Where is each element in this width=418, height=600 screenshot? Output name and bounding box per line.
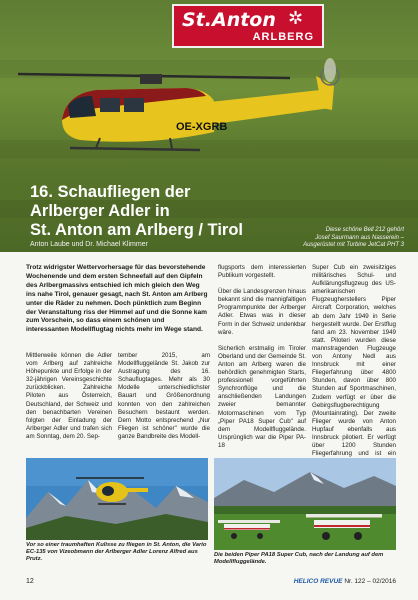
column-2 (118, 352, 210, 454)
magazine-name: HELICO REVUE (293, 578, 343, 585)
column-3 (218, 264, 306, 456)
paragraph: Über die Landesgrenzen hinaus bekannt sind die mannigfaltigen Programmpunkte der Arlberger Adler. Etwas was in dieser Form in der Schweiz undenkbar wäre. (218, 288, 306, 336)
side-window (100, 98, 120, 112)
hero-photo (0, 0, 418, 252)
paragraph: flugsports dem interessierten Publikum vorgestellt. (218, 264, 306, 280)
rotor-mast (140, 74, 162, 84)
column-1 (26, 352, 112, 454)
intro-paragraph: Trotz widrigster Wettervorhersage für das bevorstehende Wochenende und dem ersten Schneefall auf den Gipfeln des Arlbergmassivs entschied ich mich gleich den Weg ins nahe Tirol, genauer gesagt, nach St. Anton am Arlberg unter die Räder zu nehmen. Doch pünktlich zum Beginn der Veranstaltung riss der Himmel auf und die Sonne kam zum Vorschein, so dass einem schönen und interessanten Modellflugtag nichts mehr im Wege stand. (26, 264, 208, 334)
page-title: 16. Schaufliegen der Arlberger Adler in St. Anton am Arlberg / Tirol (30, 183, 243, 239)
magazine-footer (294, 578, 396, 585)
paragraph: tember 2015, am Modellfluggelände St. Jakob zur Austragung des 16. Schauflugtages. Mehr als 30 Modelle unterschiedlichster Bauart und Größenordnung konnten von den zahlreichen Besuchern bestaunt werden. Dem Motto entsprechend „Nur Fliegen ist schöner" wurde die ganze Bandbreite des Modell- (118, 352, 210, 440)
paragraph: Sicherlich erstmalig im Tiroler Oberland und der Gemeinde St. Anton am Arlberg waren die behördlich genehmigten Starts, professionell vorgeführten Synchronflüge und die anschließenden Landungen zweier bemannter Motormaschinen vom Typ „Piper PA18 Super Cub" auf dem Modellfluggelände. Ursprünglich war die Piper PA-18 (218, 344, 306, 449)
side-window (124, 98, 144, 112)
photo-caption: Vor so einer traumhaften Kulisse zu fliegen in St. Anton, die Vario EC-135 von Vizeobmann der Arlberger Adler Lorenz Alfred aus Prutz. (26, 542, 207, 563)
snowflake-icon: ✲ (288, 8, 304, 28)
photo-caption: Die beiden Piper PA18 Super Cub, nach der Landung auf dem Modellfluggelände. (214, 552, 384, 566)
hero-caption: Diese schöne Bell 212 gehört Josef Saurmann aus Nasserein – Ausgerüstet mit Turbine JetCat PHT 3 (303, 227, 404, 248)
issue-number: Nr. 122 – 02/2016 (344, 578, 396, 585)
cockpit-window (68, 96, 96, 118)
page-number: 12 (26, 578, 34, 585)
registration-label: OE-XGRB (176, 121, 228, 133)
paragraph: Super Cub ein zweisitziges militärisches Schul- und Aufklärungsflugzeug des US-amerikanischen Flugzeugherstellers Piper Aircraft Corporation, welches ab dem Jahr 1949 in Serie hergestellt wurde. Der Erstflug fand am 23. November 1949 statt. Piloteri wurden diese mannstragenden Flugzeuge von Antony Nedl aus Innsbruck mit einer Fliegerfahrung über 4800 Stunden, davon über 800 Stunden auf Sportmaschinen, Zudem verfügt er über die Gebirgsflugberechtigung (Mountainrating). Der zweite Flieger wurde von Anton Hupfauf ebenfalls aus Innsbruck pilotiert. Er verfügt über 1200 Stunden Fliegerfahrung und ist ein (312, 264, 396, 458)
column-4 (312, 264, 396, 456)
tail-boom (210, 90, 330, 124)
paragraph: Mittlerweile können die Adler vom Arlberg auf zahlreiche Höhepunkte und Erfolge in der 32-jährigen Vereinsgeschichte zurückblicken. Zahlreiche Piloten aus Österreich, Deutschland, der Schweiz und den benachbarten Vereinen folgten der Einladung der Arlberger Adler und trafen sich am Sonntag, dem 20. Sep- (26, 352, 112, 440)
banner-sub: ARLBERG (252, 31, 314, 43)
exhaust-smoke (324, 58, 336, 82)
helicopter-illustration (0, 50, 418, 170)
photo-piper-cubs (214, 458, 396, 550)
st-anton-banner (172, 4, 324, 48)
authors: Anton Laube und Dr. Michael Klimmer (30, 241, 148, 248)
landing-skid (70, 148, 200, 150)
banner-brand: St.Anton (182, 9, 276, 31)
photo-vario-heli (26, 458, 208, 540)
